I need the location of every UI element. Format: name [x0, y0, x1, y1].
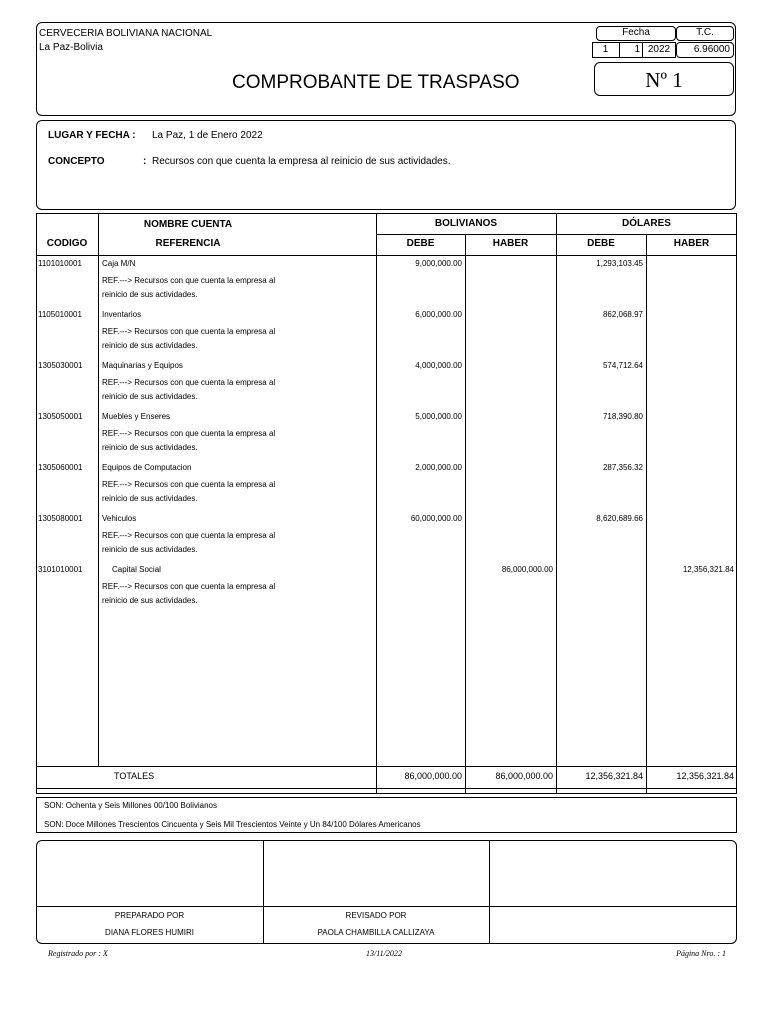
concepto-colon: :: [143, 156, 147, 167]
company-location: La Paz-Bolivia: [39, 42, 103, 53]
table-row: [36, 310, 737, 354]
total-bs-debe: 86,000,000.00: [404, 771, 462, 781]
row-bs-debe: 60,000,000.00: [410, 514, 462, 523]
row-cuenta: Capital Social: [112, 565, 161, 574]
fecha-month: 1: [634, 44, 640, 55]
lugar-label: LUGAR Y FECHA :: [48, 130, 136, 141]
row-cuenta: Muebles y Enseres: [102, 412, 171, 421]
row-ref-line1: REF.---> Recursos con que cuenta la empresa al: [102, 531, 276, 540]
row-ref-line1: REF.---> Recursos con que cuenta la empresa al: [102, 582, 276, 591]
tc-label: T.C.: [696, 27, 714, 38]
row-usd-debe: 1,293,103.45: [596, 259, 643, 268]
son-dolares: SON: Doce Millones Trescientos Cincuenta y Seis Mil Trescientos Veinte y Un 84/100 Dólares Americanos: [44, 820, 421, 829]
col-dolares: DÓLARES: [622, 218, 671, 229]
table-row: [36, 361, 737, 405]
son-bolivianos: SON: Ochenta y Seis Millones 00/100 Bolivianos: [44, 801, 217, 810]
row-codigo: 1305080001: [38, 514, 83, 523]
row-ref-line1: REF.---> Recursos con que cuenta la empresa al: [102, 276, 276, 285]
revisado-name: PAOLA CHAMBILLA CALLIZAYA: [317, 928, 435, 937]
row-cuenta: Vehiculos: [102, 514, 137, 523]
col-bolivianos: BOLIVIANOS: [434, 218, 498, 229]
row-codigo: 3101010001: [38, 565, 83, 574]
concepto-label: CONCEPTO: [48, 156, 105, 167]
table-row: [36, 412, 737, 456]
comprobante-number: Nº 1: [645, 68, 683, 92]
row-usd-debe: 574,712.64: [602, 361, 643, 370]
tc-value: 6.96000: [693, 44, 730, 55]
row-ref-line2: reinicio de sus actividades.: [102, 494, 198, 503]
row-bs-debe: 5,000,000.00: [415, 412, 462, 421]
registrado-por: Registrado por : X: [48, 949, 108, 958]
col-referencia: REFERENCIA: [155, 238, 221, 249]
col-usd-haber: HABER: [673, 238, 710, 249]
row-bs-debe: 6,000,000.00: [415, 310, 462, 319]
row-cuenta: Caja M/N: [102, 259, 136, 268]
row-usd-debe: 8,620,689.66: [596, 514, 643, 523]
row-ref-line2: reinicio de sus actividades.: [102, 545, 198, 554]
row-cuenta: Inventarios: [102, 310, 142, 319]
row-codigo: 1101010001: [38, 259, 82, 268]
lugar-value: La Paz, 1 de Enero 2022: [152, 130, 263, 141]
row-bs-haber: 86,000,000.00: [501, 565, 553, 574]
table-row: [36, 565, 737, 609]
page-title: COMPROBANTE DE TRASPASO: [232, 72, 520, 93]
row-ref-line2: reinicio de sus actividades.: [102, 290, 198, 299]
total-usd-debe: 12,356,321.84: [585, 771, 643, 781]
total-bs-haber: 86,000,000.00: [495, 771, 553, 781]
concepto-value: Recursos con que cuenta la empresa al reinicio de sus actividades.: [152, 156, 451, 167]
row-cuenta: Maquinarias y Equipos: [102, 361, 183, 370]
revisado-label: REVISADO POR: [345, 911, 407, 920]
row-bs-debe: 2,000,000.00: [415, 463, 462, 472]
table-row: [36, 259, 737, 303]
fecha-day: 1: [602, 44, 609, 55]
row-ref-line1: REF.---> Recursos con que cuenta la empresa al: [102, 327, 276, 336]
row-ref-line2: reinicio de sus actividades.: [102, 341, 198, 350]
row-usd-debe: 287,356.32: [602, 463, 643, 472]
row-usd-debe: 862,068.97: [602, 310, 643, 319]
col-nombre-cuenta: NOMBRE CUENTA: [143, 219, 233, 230]
fecha-label: Fecha: [622, 27, 650, 38]
row-cuenta: Equipos de Computacion: [102, 463, 192, 472]
row-codigo: 1305030001: [38, 361, 83, 370]
col-usd-debe: DEBE: [587, 238, 615, 249]
row-codigo: 1305060001: [38, 463, 83, 472]
row-ref-line2: reinicio de sus actividades.: [102, 443, 198, 452]
preparado-name: DIANA FLORES HUMIRI: [105, 928, 194, 937]
row-ref-line2: reinicio de sus actividades.: [102, 392, 198, 401]
footer-date: 13/11/2022: [366, 949, 402, 958]
company-name: CERVECERIA BOLIVIANA NACIONAL: [39, 28, 213, 39]
total-usd-haber: 12,356,321.84: [676, 771, 734, 781]
row-codigo: 1105010001: [38, 310, 82, 319]
totales-label: TOTALES: [114, 771, 155, 781]
preparado-label: PREPARADO POR: [114, 911, 185, 920]
fecha-year: 2022: [647, 44, 671, 55]
row-usd-debe: 718,390.80: [602, 412, 643, 421]
row-bs-debe: 4,000,000.00: [415, 361, 462, 370]
col-codigo: CODIGO: [46, 238, 88, 249]
row-ref-line1: REF.---> Recursos con que cuenta la empresa al: [102, 429, 276, 438]
row-ref-line1: REF.---> Recursos con que cuenta la empresa al: [102, 480, 276, 489]
page-number: Página Nro. : 1: [676, 949, 726, 958]
row-usd-haber: 12,356,321.84: [682, 565, 734, 574]
row-ref-line2: reinicio de sus actividades.: [102, 596, 198, 605]
table-row: [36, 463, 737, 507]
col-bs-haber: HABER: [492, 238, 529, 249]
row-codigo: 1305050001: [38, 412, 83, 421]
col-bs-debe: DEBE: [406, 238, 435, 249]
table-row: [36, 514, 737, 558]
row-bs-debe: 9,000,000.00: [415, 259, 462, 268]
row-ref-line1: REF.---> Recursos con que cuenta la empresa al: [102, 378, 276, 387]
